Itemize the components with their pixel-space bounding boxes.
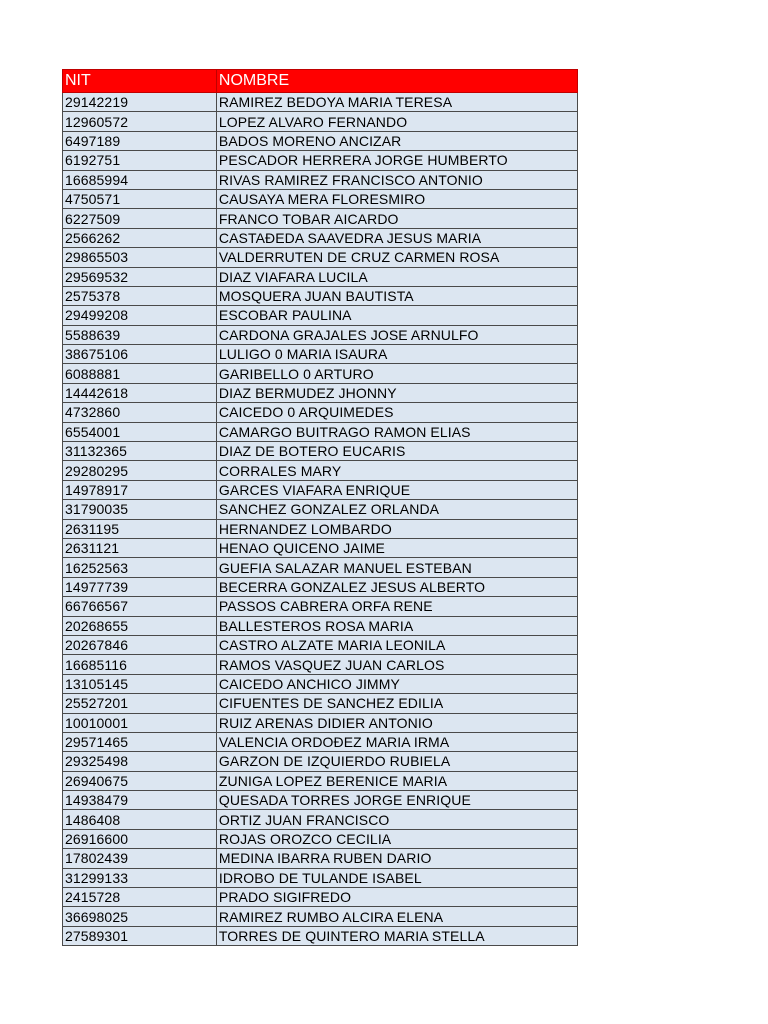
table-row — [63, 538, 578, 557]
cell-nit: 16685116 — [63, 655, 217, 674]
table-row — [63, 810, 578, 829]
cell-nit: 29571465 — [63, 732, 217, 751]
table-row — [63, 93, 578, 112]
cell-nit: 6088881 — [63, 364, 217, 383]
cell-nit: 10010001 — [63, 713, 217, 732]
table-row — [63, 383, 578, 402]
cell-nit: 14978917 — [63, 480, 217, 499]
cell-nombre: GARCES VIAFARA ENRIQUE — [216, 480, 577, 499]
cell-nit: 31132365 — [63, 442, 217, 461]
cell-nit: 29865503 — [63, 248, 217, 267]
cell-nit: 29325498 — [63, 752, 217, 771]
cell-nombre: CAICEDO 0 ARQUIMEDES — [216, 403, 577, 422]
cell-nit: 13105145 — [63, 674, 217, 693]
cell-nit: 2575378 — [63, 286, 217, 305]
table-row — [63, 907, 578, 926]
cell-nombre: MEDINA IBARRA RUBEN DARIO — [216, 849, 577, 868]
table-row — [63, 325, 578, 344]
cell-nit: 6227509 — [63, 209, 217, 228]
cell-nombre: VALENCIA ORDOĐEZ MARIA IRMA — [216, 732, 577, 751]
cell-nombre: CAMARGO BUITRAGO RAMON ELIAS — [216, 422, 577, 441]
table-row — [63, 131, 578, 150]
table-row — [63, 791, 578, 810]
cell-nombre: DIAZ DE BOTERO EUCARIS — [216, 442, 577, 461]
cell-nit: 2566262 — [63, 228, 217, 247]
header-nombre: NOMBRE — [216, 70, 577, 93]
cell-nombre: ROJAS OROZCO CECILIA — [216, 829, 577, 848]
cell-nombre: ESCOBAR PAULINA — [216, 306, 577, 325]
cell-nombre: DIAZ BERMUDEZ JHONNY — [216, 383, 577, 402]
table-row — [63, 635, 578, 654]
cell-nit: 27589301 — [63, 926, 217, 945]
table-row — [63, 228, 578, 247]
cell-nombre: FRANCO TOBAR AICARDO — [216, 209, 577, 228]
cell-nit: 26940675 — [63, 771, 217, 790]
cell-nombre: RUIZ ARENAS DIDIER ANTONIO — [216, 713, 577, 732]
cell-nit: 6497189 — [63, 131, 217, 150]
table-row — [63, 558, 578, 577]
cell-nombre: BECERRA GONZALEZ JESUS ALBERTO — [216, 577, 577, 596]
cell-nombre: RAMIREZ BEDOYA MARIA TERESA — [216, 93, 577, 112]
cell-nombre: GARZON DE IZQUIERDO RUBIELA — [216, 752, 577, 771]
cell-nit: 2631195 — [63, 519, 217, 538]
table-row — [63, 209, 578, 228]
cell-nit: 16252563 — [63, 558, 217, 577]
cell-nit: 6554001 — [63, 422, 217, 441]
cell-nombre: RAMIREZ RUMBO ALCIRA ELENA — [216, 907, 577, 926]
table-row — [63, 732, 578, 751]
table-row — [63, 286, 578, 305]
cell-nombre: CASTAĐEDA SAAVEDRA JESUS MARIA — [216, 228, 577, 247]
table-row — [63, 364, 578, 383]
cell-nombre: IDROBO DE TULANDE ISABEL — [216, 868, 577, 887]
table-row — [63, 577, 578, 596]
cell-nit: 36698025 — [63, 907, 217, 926]
cell-nombre: CAICEDO ANCHICO JIMMY — [216, 674, 577, 693]
cell-nit: 6192751 — [63, 151, 217, 170]
table-row — [63, 422, 578, 441]
cell-nombre: LULIGO 0 MARIA ISAURA — [216, 345, 577, 364]
table-row — [63, 694, 578, 713]
cell-nombre: BADOS MORENO ANCIZAR — [216, 131, 577, 150]
table-row — [63, 519, 578, 538]
table-row — [63, 345, 578, 364]
table-row — [63, 752, 578, 771]
table-header-row — [63, 70, 578, 93]
table-row — [63, 713, 578, 732]
table-row — [63, 403, 578, 422]
cell-nombre: PESCADOR HERRERA JORGE HUMBERTO — [216, 151, 577, 170]
cell-nit: 29569532 — [63, 267, 217, 286]
table-row — [63, 674, 578, 693]
header-nit: NIT — [63, 70, 217, 93]
table-row — [63, 267, 578, 286]
cell-nit: 2631121 — [63, 538, 217, 557]
cell-nit: 29280295 — [63, 461, 217, 480]
cell-nombre: QUESADA TORRES JORGE ENRIQUE — [216, 791, 577, 810]
cell-nombre: PRADO SIGIFREDO — [216, 888, 577, 907]
cell-nit: 38675106 — [63, 345, 217, 364]
cell-nombre: ORTIZ JUAN FRANCISCO — [216, 810, 577, 829]
table-row — [63, 112, 578, 131]
cell-nombre: VALDERRUTEN DE CRUZ CARMEN ROSA — [216, 248, 577, 267]
cell-nit: 29142219 — [63, 93, 217, 112]
table-row — [63, 480, 578, 499]
cell-nit: 14938479 — [63, 791, 217, 810]
cell-nit: 4750571 — [63, 189, 217, 208]
table-row — [63, 170, 578, 189]
table-row — [63, 500, 578, 519]
cell-nit: 1486408 — [63, 810, 217, 829]
cell-nit: 66766567 — [63, 597, 217, 616]
table-row — [63, 616, 578, 635]
cell-nit: 20267846 — [63, 635, 217, 654]
table-row — [63, 461, 578, 480]
cell-nombre: HERNANDEZ LOMBARDO — [216, 519, 577, 538]
cell-nombre: TORRES DE QUINTERO MARIA STELLA — [216, 926, 577, 945]
cell-nit: 26916600 — [63, 829, 217, 848]
table-row — [63, 597, 578, 616]
cell-nombre: CARDONA GRAJALES JOSE ARNULFO — [216, 325, 577, 344]
cell-nit: 12960572 — [63, 112, 217, 131]
cell-nombre: CASTRO ALZATE MARIA LEONILA — [216, 635, 577, 654]
cell-nombre: CIFUENTES DE SANCHEZ EDILIA — [216, 694, 577, 713]
cell-nombre: DIAZ VIAFARA LUCILA — [216, 267, 577, 286]
table-row — [63, 849, 578, 868]
cell-nit: 16685994 — [63, 170, 217, 189]
cell-nit: 20268655 — [63, 616, 217, 635]
table-row — [63, 306, 578, 325]
cell-nombre: PASSOS CABRERA ORFA RENE — [216, 597, 577, 616]
cell-nombre: RIVAS RAMIREZ FRANCISCO ANTONIO — [216, 170, 577, 189]
cell-nit: 14977739 — [63, 577, 217, 596]
table-row — [63, 189, 578, 208]
cell-nombre: RAMOS VASQUEZ JUAN CARLOS — [216, 655, 577, 674]
cell-nombre: GUEFIA SALAZAR MANUEL ESTEBAN — [216, 558, 577, 577]
cell-nit: 4732860 — [63, 403, 217, 422]
table-row — [63, 655, 578, 674]
cell-nit: 29499208 — [63, 306, 217, 325]
table-row — [63, 888, 578, 907]
nit-nombre-table — [62, 69, 578, 946]
cell-nit: 2415728 — [63, 888, 217, 907]
cell-nombre: GARIBELLO 0 ARTURO — [216, 364, 577, 383]
cell-nit: 5588639 — [63, 325, 217, 344]
cell-nit: 14442618 — [63, 383, 217, 402]
cell-nombre: HENAO QUICENO JAIME — [216, 538, 577, 557]
table-body — [63, 93, 578, 946]
cell-nit: 17802439 — [63, 849, 217, 868]
cell-nit: 31790035 — [63, 500, 217, 519]
table-row — [63, 248, 578, 267]
cell-nombre: BALLESTEROS ROSA MARIA — [216, 616, 577, 635]
cell-nombre: MOSQUERA JUAN BAUTISTA — [216, 286, 577, 305]
table-row — [63, 926, 578, 945]
cell-nombre: ZUNIGA LOPEZ BERENICE MARIA — [216, 771, 577, 790]
cell-nombre: LOPEZ ALVARO FERNANDO — [216, 112, 577, 131]
cell-nombre: CORRALES MARY — [216, 461, 577, 480]
cell-nit: 25527201 — [63, 694, 217, 713]
table-row — [63, 829, 578, 848]
table-row — [63, 771, 578, 790]
table-row — [63, 868, 578, 887]
cell-nombre: CAUSAYA MERA FLORESMIRO — [216, 189, 577, 208]
cell-nit: 31299133 — [63, 868, 217, 887]
cell-nombre: SANCHEZ GONZALEZ ORLANDA — [216, 500, 577, 519]
table-row — [63, 151, 578, 170]
table-row — [63, 442, 578, 461]
